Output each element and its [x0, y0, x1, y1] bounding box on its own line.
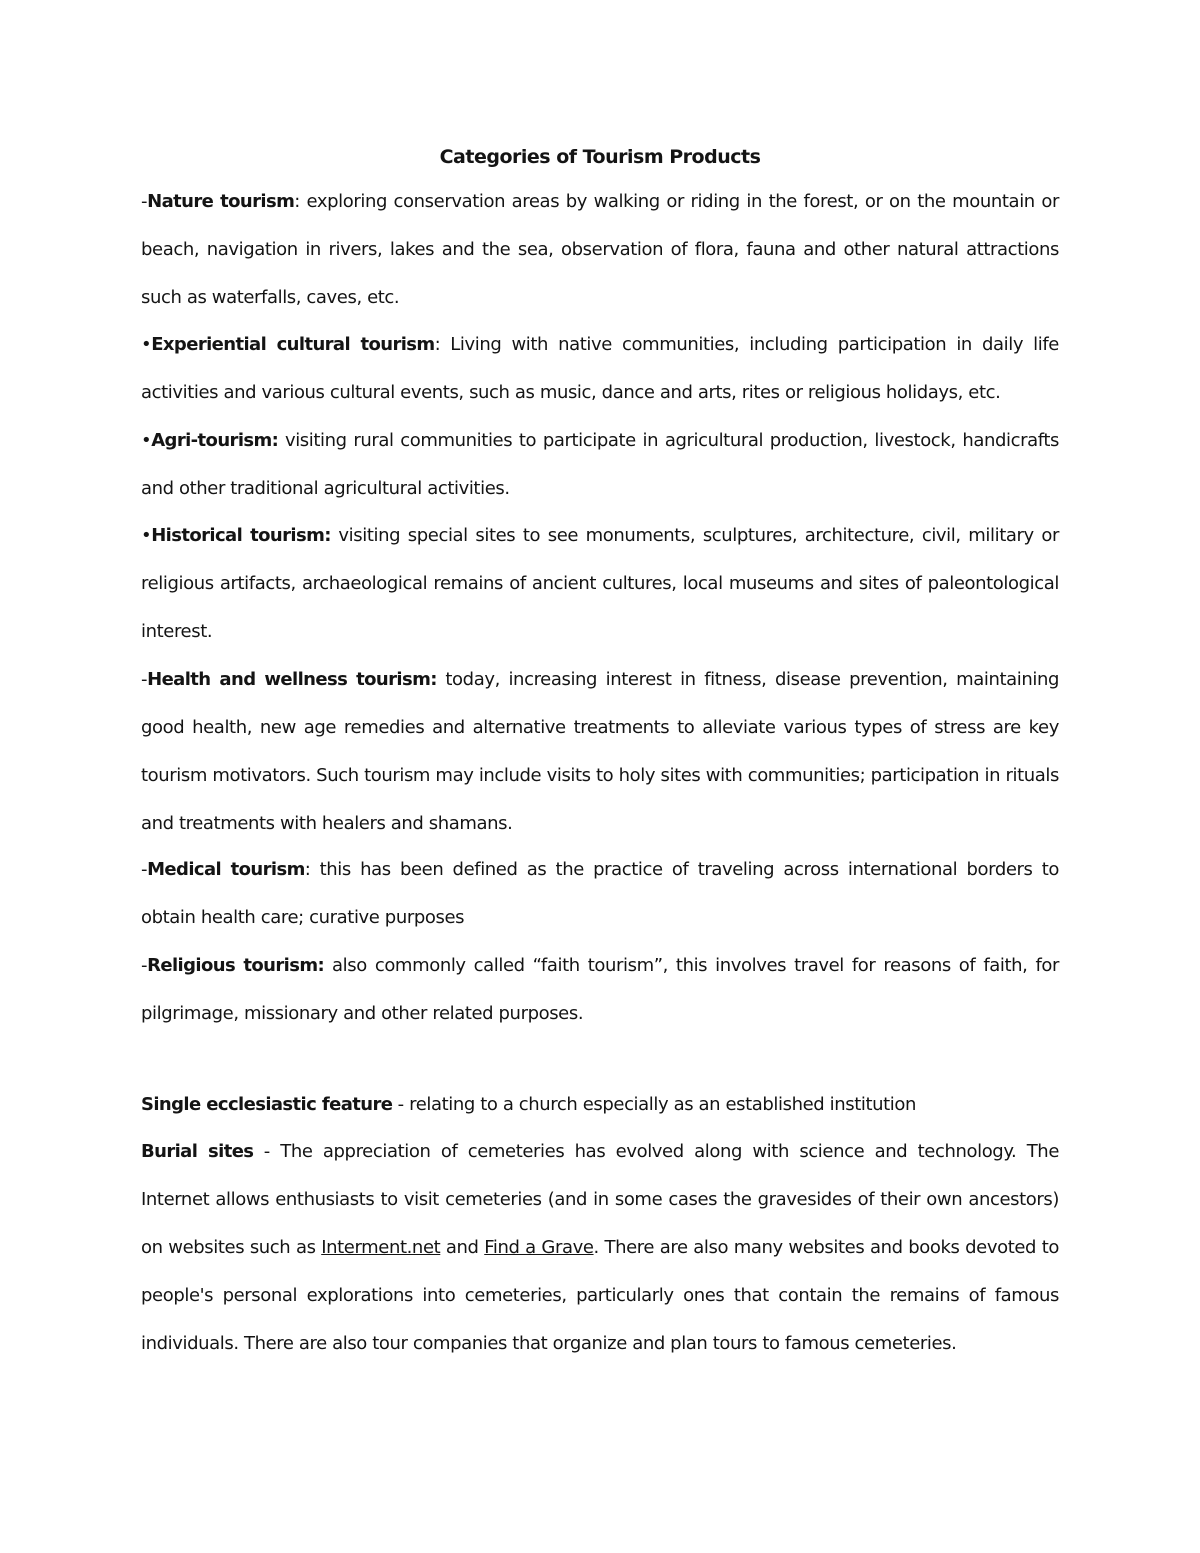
- section-text: visiting special sites to see monuments, sculptures, architecture, civil, military or religious artifacts, archaeological remains of ancient cultures, local museums and sites of paleontological interest.: [141, 525, 1059, 642]
- document-title: Categories of Tourism Products: [439, 146, 761, 168]
- section-term: Religious tourism:: [147, 955, 325, 976]
- section-term: Burial sites: [141, 1141, 254, 1162]
- section-prefix: -: [141, 191, 148, 212]
- section-term: Medical tourism: [147, 859, 305, 880]
- section-term: Single ecclesiastic feature: [141, 1094, 393, 1115]
- section-text: today, increasing interest in fitness, disease prevention, maintaining good health, new age remedies and alternative treatments to alleviate various types of stress are key tourism motivators. Such tourism may include visits to holy sites with communities; participation in rituals and treatments with healers and shamans.: [141, 669, 1060, 834]
- section-health-wellness-tourism: [141, 656, 1059, 848]
- section-text: - relating to a church especially as an established institution: [392, 1094, 917, 1115]
- section-term: Experiential cultural tourism: [151, 334, 435, 355]
- section-prefix: •: [141, 525, 152, 546]
- section-prefix: -: [141, 955, 148, 976]
- section-text: and: [440, 1237, 485, 1258]
- section-text: also commonly called “faith tourism”, this involves travel for reasons of faith, for pilgrimage, missionary and other related purposes.: [141, 955, 1059, 1024]
- section-term: Health and wellness tourism:: [147, 669, 437, 690]
- section-nature-tourism: [141, 178, 1059, 322]
- section-term: Agri-tourism:: [151, 430, 279, 451]
- section-single-ecclesiastic-feature: [141, 1081, 1059, 1129]
- section-medical-tourism: [141, 846, 1059, 942]
- section-prefix: -: [141, 859, 148, 880]
- section-religious-tourism: [141, 942, 1059, 1038]
- section-term: Nature tourism: [147, 191, 295, 212]
- section-agri-tourism: [141, 417, 1059, 513]
- section-text: : Living with native communities, including participation in daily life activities and various cultural events, such as music, dance and arts, rites or religious holidays, etc.: [141, 334, 1059, 403]
- section-term: Historical tourism:: [151, 525, 331, 546]
- section-text: : exploring conservation areas by walking or riding in the forest, or on the mountain or beach, navigation in rivers, lakes and the sea, observation of flora, fauna and other natural attractions such as waterfalls, caves, etc.: [141, 191, 1059, 308]
- section-prefix: •: [141, 430, 152, 451]
- section-text: . There are also many websites and books devoted to people's personal explorations into cemeteries, particularly ones that contain the remains of famous individuals. There are also tour companies that organize and plan tours to famous cemeteries.: [141, 1237, 1059, 1354]
- section-prefix: -: [141, 669, 148, 690]
- section-text: : this has been defined as the practice of traveling across international borders to obtain health care; curative purposes: [141, 859, 1060, 928]
- interment-net-link[interactable]: Interment.net: [321, 1237, 441, 1258]
- find-a-grave-link[interactable]: Find a Grave: [484, 1237, 594, 1258]
- section-experiential-cultural-tourism: [141, 321, 1059, 417]
- section-historical-tourism: [141, 512, 1059, 656]
- section-burial-sites: [141, 1128, 1059, 1368]
- section-text: - The appreciation of cemeteries has evolved along with science and technology. The Internet allows enthusiasts to visit cemeteries (and in some cases the gravesides of their own ancestors) on websites such as: [141, 1141, 1059, 1258]
- section-text: visiting rural communities to participate in agricultural production, livestock, handicrafts and other traditional agricultural activities.: [141, 430, 1059, 499]
- section-prefix: •: [141, 334, 152, 355]
